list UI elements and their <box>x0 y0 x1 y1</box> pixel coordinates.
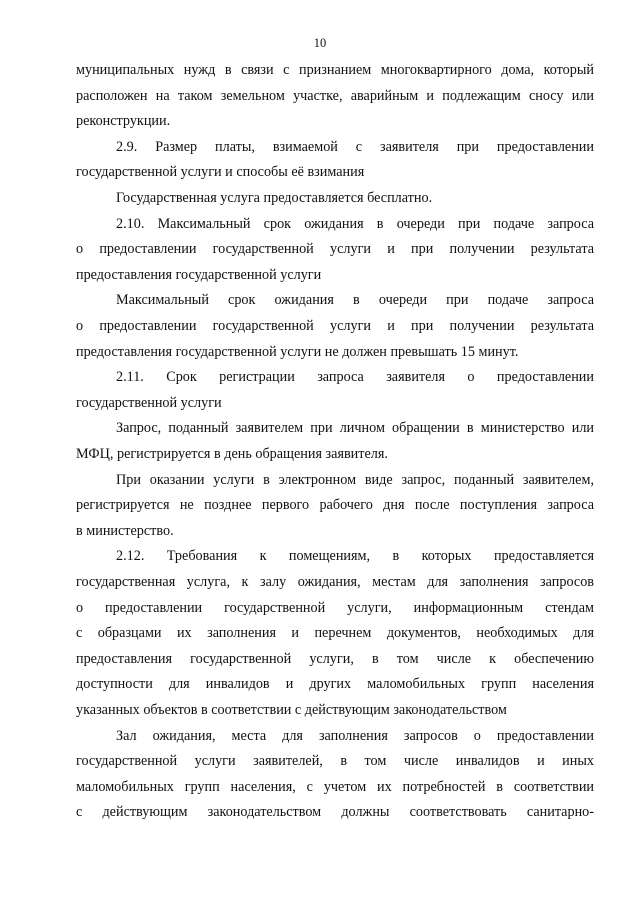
text-line: о предоставлении государственной услуги, информационным стендам <box>76 599 594 616</box>
text-line: маломобильных групп населения, с учетом их потребностей в соответствии <box>76 778 594 795</box>
text-line: Зал ожидания, места для заполнения запросов о предоставлении <box>116 727 594 744</box>
text-line: государственной услуги <box>76 394 222 411</box>
page-number: 10 <box>313 36 327 50</box>
text-line: 2.12. Требования к помещениям, в которых предоставляется <box>116 548 594 565</box>
text-line: МФЦ, регистрируется в день обращения заявителя. <box>76 446 388 462</box>
text-line: предоставления государственной услуги, в том числе к обеспечению <box>76 650 594 667</box>
text-line: регистрируется не позднее первого рабочего дня после поступления запроса <box>76 497 594 514</box>
text-line: 2.11. Срок регистрации запроса заявителя о предоставлении <box>116 369 594 386</box>
text-line: реконструкции. <box>76 113 171 130</box>
text-line: 2.10. Максимальный срок ожидания в очереди при подаче запроса <box>116 215 594 232</box>
text-line: государственной услуги и способы её взимания <box>76 164 365 181</box>
text-line: указанных объектов в соответствии с действующим законодательством <box>76 702 507 718</box>
text-line: Запрос, поданный заявителем при личном обращении в министерство или <box>116 420 594 437</box>
text-line: доступности для инвалидов и других маломобильных групп населения <box>76 676 594 693</box>
text-line: с образцами их заполнения и перечнем документов, необходимых для <box>76 625 594 642</box>
text-line: о предоставлении государственной услуги и при получении результата <box>76 241 594 258</box>
text-line: государственная услуга, к залу ожидания, местам для заполнения запросов <box>76 574 594 590</box>
text-line: предоставления государственной услуги не должен превышать 15 минут. <box>76 343 519 360</box>
text-line: муниципальных нужд в связи с признанием многоквартирного дома, который <box>76 62 594 78</box>
text-line: Государственная услуга предоставляется бесплатно. <box>116 190 433 206</box>
text-line: государственной услуги заявителей, в том числе инвалидов и иных <box>76 753 594 770</box>
text-line: При оказании услуги в электронном виде запрос, поданный заявителем, <box>116 471 594 488</box>
text-line: о предоставлении государственной услуги и при получении результата <box>76 318 594 334</box>
text-line: предоставления государственной услуги <box>76 266 322 283</box>
text-line: 2.9. Размер платы, взимаемой с заявителя при предоставлении <box>116 138 594 155</box>
text-line: расположен на таком земельном участке, аварийным и подлежащим сносу или <box>76 87 594 104</box>
text-line: в министерство. <box>76 522 174 539</box>
text-line: с действующим законодательством должны соответствовать санитарно- <box>76 804 594 821</box>
text-line: Максимальный срок ожидания в очереди при подаче запроса <box>116 292 594 309</box>
